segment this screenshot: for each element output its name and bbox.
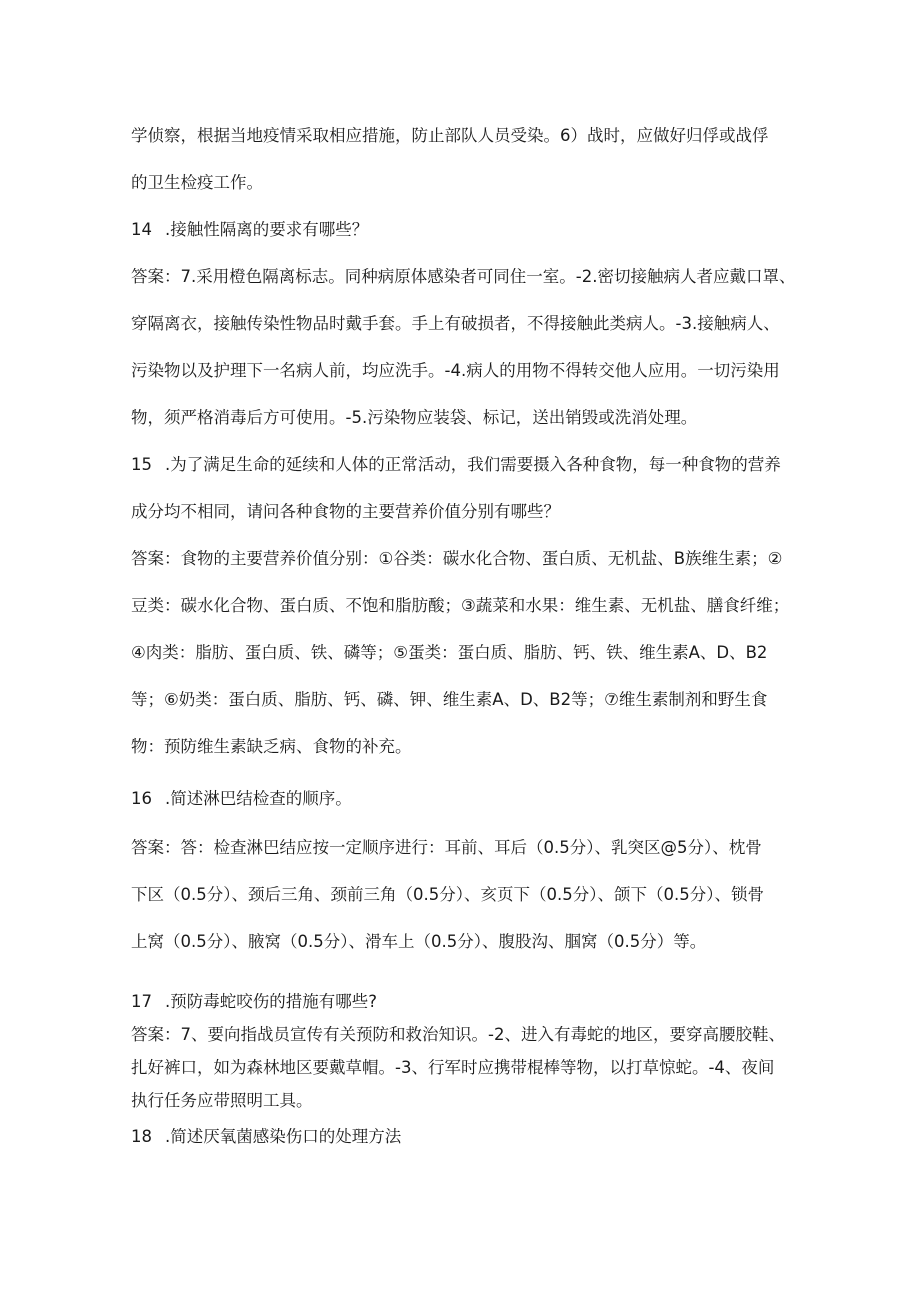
- question-number: 16: [131, 789, 152, 808]
- question-16: 16 .简述淋巴结检查的顺序。: [131, 775, 803, 822]
- question-number: 17: [131, 992, 152, 1011]
- continued-paragraph: 学侦察，根据当地疫情采取相应措施，防止部队人员受染。6）战时，应做好归俘或战俘 的卫生检疫工作。: [131, 126, 769, 192]
- question-18: 18 .简述厌氧菌感染伤口的处理方法: [131, 1120, 803, 1153]
- answer-15: 答案：食物的主要营养价值分别：①谷类：碳水化合物、蛋白质、无机盐、B族维生素；② 豆类：碳水化合物、蛋白质、不饱和脂肪酸；③蔬菜和水果：维生素、无机盐、膳食纤维； ④肉类：脂肪、蛋白质、铁、磷等；⑤蛋类：蛋白质、脂肪、钙、铁、维生素A、D、B2 等；⑥奶类：蛋白质、脂肪、钙、磷、钾、维生素A、D、B2等；⑦维生素制剂和野生食 物：预防维生素缺乏病、食物的补充。: [131, 549, 790, 756]
- question-17: 17 .预防毒蛇咬伤的措施有哪些?: [131, 985, 803, 1018]
- answer-17: 答案：7、要向指战员宣传有关预防和救治知识。-2、进入有毒蛇的地区，要穿高腰胶鞋、 扎好裤口，如为森林地区要戴草帽。-3、行军时应携带棍棒等物，以打草惊蛇。-4、夜间 执行任务应带照明工具。: [131, 1025, 785, 1110]
- answer-14: 答案：7.采用橙色隔离标志。同种病原体感染者可同住一室。-2.密切接触病人者应戴口罩、 穿隔离衣，接触传染性物品时戴手套。手上有破损者，不得接触此类病人。-3.接触病人、 污染物以及护理下一名病人前，均应洗手。-4.病人的用物不得转交他人应用。一切污染用 物，须严格消毒后方可使用。-5.污染物应装袋、标记，送出销毁或洗消处理。: [131, 267, 796, 427]
- question-14: 14 .接触性隔离的要求有哪些？: [131, 206, 803, 253]
- question-number: 14: [131, 220, 152, 239]
- question-15: 15 .为了满足生命的延续和人体的正常活动，我们需要摄入各种食物，每一种食物的营养 成分均不相同，请问各种食物的主要营养价值分别有哪些？: [131, 441, 803, 535]
- answer-16: 答案：答：检查淋巴结应按一定顺序进行：耳前、耳后（0.5分）、乳突区@5分）、枕骨 下区（0.5分）、颈后三角、颈前三角（0.5分）、亥页下（0.5分）、颌下（0.5分）、锁骨 上窝（0.5分）、腋窝（0.5分）、滑车上（0.5分）、腹股沟、腘窝（0.5分）等。: [131, 838, 764, 951]
- question-number: 15: [131, 455, 152, 474]
- question-number: 18: [131, 1127, 152, 1146]
